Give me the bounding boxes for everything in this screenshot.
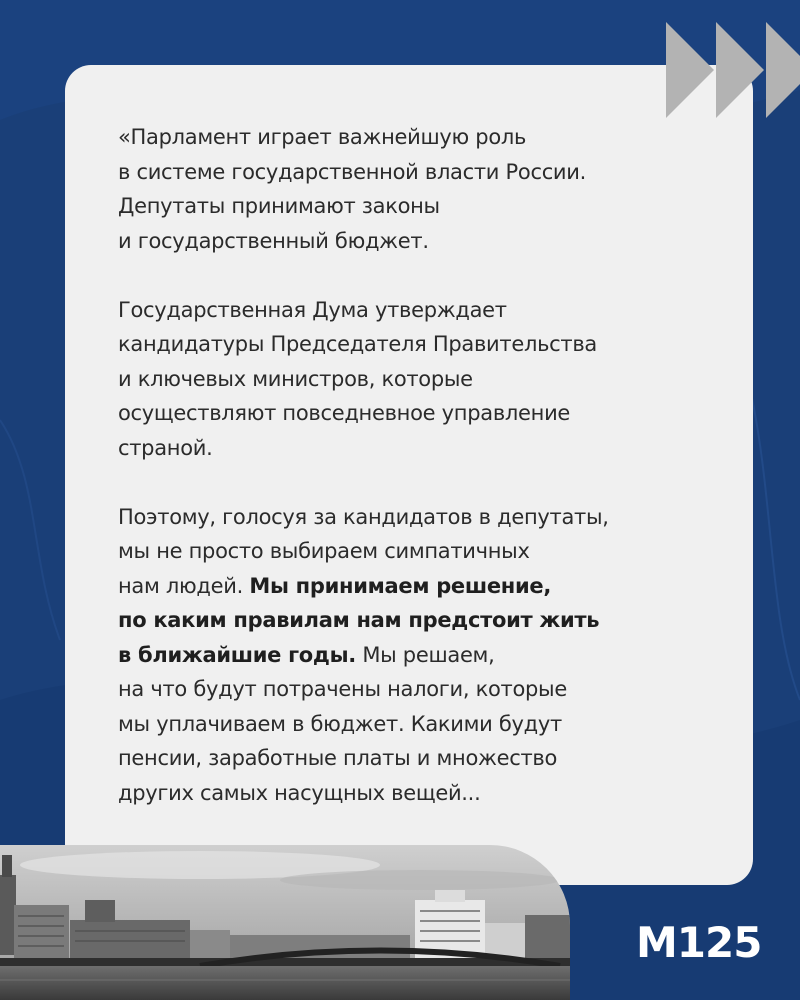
- paragraph-1: [118, 120, 718, 258]
- bold-text: по каким правилам нам предстоит жить: [118, 608, 600, 632]
- text-line: других самых насущных вещей...: [118, 780, 481, 805]
- bold-text: в ближайшие годы.: [118, 642, 356, 667]
- text-line: страной.: [118, 435, 213, 460]
- text-line: Поэтому, голосуя за кандидатов в депутаты,: [118, 504, 609, 529]
- text-line: и государственный бюджет.: [118, 228, 429, 253]
- city-panorama-photo: [0, 845, 570, 1000]
- quote-text: [118, 120, 718, 810]
- bold-text: Мы принимаем решение,: [249, 573, 552, 598]
- text-line: пенсии, заработные платы и множество: [118, 746, 558, 770]
- text-line: осуществляют повседневное управление: [118, 401, 571, 425]
- text-line: в системе государственной власти России.: [118, 159, 587, 184]
- text-line: Мы решаем,: [355, 642, 495, 667]
- triple-chevron-right-icon: [666, 22, 800, 118]
- text-line: и ключевых министров, которые: [118, 366, 473, 391]
- m125-logo: M125: [636, 918, 762, 967]
- text-line: нам людей.: [118, 573, 250, 598]
- text-line: мы уплачиваем в бюджет. Какими будут: [118, 711, 562, 736]
- paragraph-3: [118, 500, 718, 811]
- text-line: Депутаты принимают законы: [118, 194, 440, 218]
- text-line: «Парламент играет важнейшую роль: [118, 125, 527, 149]
- text-line: мы не просто выбираем симпатичных: [118, 539, 530, 563]
- text-line: Государственная Дума утверждает: [118, 297, 507, 322]
- text-line: кандидатуры Председателя Правительства: [118, 332, 597, 356]
- text-line: на что будут потрачены налоги, которые: [118, 677, 567, 701]
- paragraph-2: [118, 293, 718, 466]
